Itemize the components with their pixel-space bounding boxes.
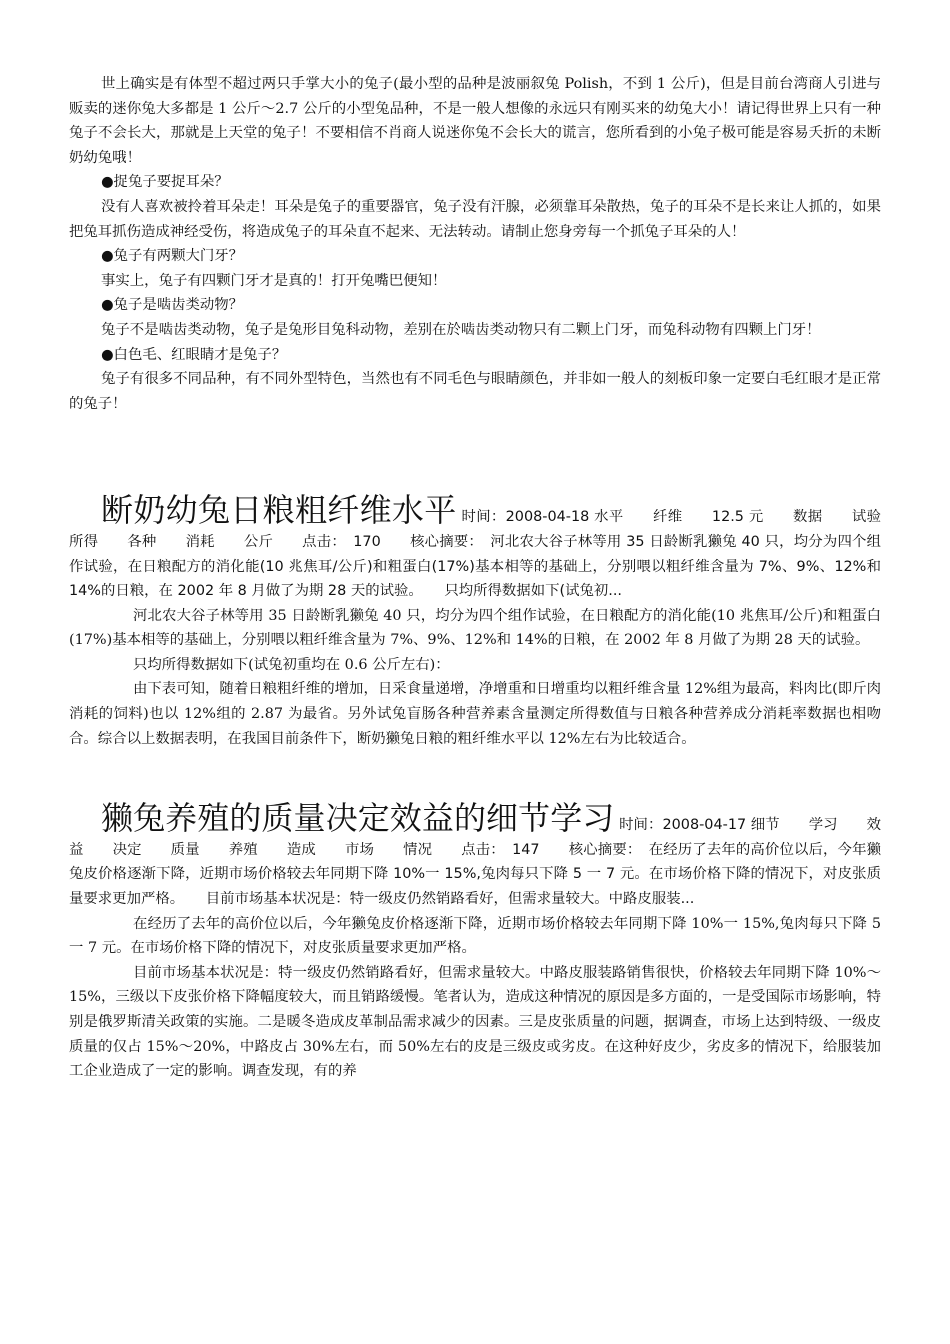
article-header — [69, 799, 881, 911]
answer-white-red: 兔子有很多不同品种，有不同外型特色，当然也有不同毛色与眼睛颜色，并非如一般人的刻板印象一定要白毛红眼才是正常的兔子！ — [69, 371, 881, 412]
article-paragraph: 在经历了去年的高价位以后，今年獭兔皮价格逐渐下降，近期市场价格较去年同期下降 10%一 15%,兔肉每只下降 5 一 7 元。在市场价格下降的情况下，对皮张质量要求更加严格。 — [69, 915, 881, 957]
article-paragraph: 只均所得数据如下(试兔初重均在 0.6 公斤左右)： — [133, 656, 450, 673]
article-paragraph: 由下表可知，随着日粮粗纤维的增加，日采食量递增，净增重和日增重均以粗纤维含量 12%组为最高，料肉比(即斤肉消耗的饲料)也以 12%组的 2.87 为最省。另外试兔盲肠各种营养素含量测定所得数值与日粮各种营养成分消耗率数据也相吻合。综合以上数据表明，在我国目前条件下，断奶獭兔日粮的粗纤维水平以 12%左右为比较适合。 — [69, 681, 881, 747]
intro-section — [69, 72, 881, 416]
article-quality — [69, 799, 881, 1084]
article-meta: 时间：2008-04-17 细节 学习 效益 决定 质量 养殖 造成 市场 情况 点击： 147 核心摘要： 在经历了去年的高价位以后，今年獭兔皮价格逐渐下降，近期市场价格较去年同期下降 10%一 15%,兔肉每只下降 5 一 7 元。在市场价格下降的情况下，对皮张质量要求更加严格。 目前市场基本状况是：特一级皮仍然销路看好，但需求量较大。中路皮服装... — [69, 817, 881, 908]
article-title: 獭兔养殖的质量决定效益的细节学习 — [101, 799, 615, 838]
article-paragraph: 河北农大谷子林等用 35 日龄断乳獭兔 40 只，均分为四个组作试验，在日粮配方的消化能(10 兆焦耳/公斤)和粗蛋白(17%)基本相等的基础上，分别喂以粗纤维含量为 7%、9%、12%和 14%的日粮，在 2002 年 8 月做了为期 28 天的试验。 — [69, 607, 881, 649]
article-meta: 时间：2008-04-18 水平 纤维 12.5 元 数据 试验 所得 各种 消耗 公斤 点击： 170 核心摘要： 河北农大谷子林等用 35 日龄断乳獭兔 40 只，均分为四个组作试验，在日粮配方的消化能(10 兆焦耳/公斤)和粗蛋白(17%)基本相等的基础上，分别喂以粗纤维含量为 7%、9%、12%和 14%的日粮，在 2002 年 8 月做了为期 28 天的试验。 只均所得数据如下(试兔初... — [69, 509, 910, 600]
question-white-red: ●白色毛、红眼睛才是兔子？ — [101, 346, 287, 363]
answer-teeth: 事实上，兔子有四颗门牙才是真的！打开兔嘴巴便知！ — [101, 272, 447, 289]
article-fiber — [69, 491, 910, 751]
question-ears: ●捉兔子要捉耳朵？ — [101, 174, 229, 191]
question-teeth: ●兔子有两颗大门牙？ — [101, 248, 244, 265]
article-header — [69, 491, 910, 603]
document-page — [69, 72, 910, 1084]
question-rodent: ●兔子是啮齿类动物？ — [101, 297, 244, 314]
article-title: 断奶幼兔日粮粗纤维水平 — [101, 491, 457, 530]
article-paragraph: 目前市场基本状况是：特一级皮仍然销路看好，但需求量较大。中路皮服装路销售很快，价格较去年同期下降 10%～15%，三级以下皮张价格下降幅度较大，而且销路缓慢。笔者认为，造成这种情况的原因是多方面的，一是受国际市场影响，特别是俄罗斯清关政策的实施。二是暖冬造成皮革制品需求减少的因素。三是皮张质量的问题，据调查，市场上达到特级、一级皮质量的仅占 15%～20%，中路皮占 30%左右，而 50%左右的皮是三级皮或劣皮。在这种好皮少，劣皮多的情况下，给服装加工企业造成了一定的影响。调查发现，有的养 — [69, 964, 881, 1080]
intro-paragraph: 世上确实是有体型不超过两只手掌大小的兔子(最小型的品种是波丽叙兔 Polish，不到 1 公斤)，但是目前台湾商人引进与贩卖的迷你兔大多都是 1 公斤～2.7 公斤的小型兔品种，不是一般人想像的永远只有刚买来的幼兔大小！请记得世界上只有一种兔子不会长大，那就是上天堂的兔子！不要相信不肖商人说迷你兔不会长大的谎言，您所看到的小兔子极可能是容易夭折的未断奶幼兔哦！ — [69, 76, 881, 166]
answer-ears: 没有人喜欢被拎着耳朵走！耳朵是兔子的重要器官，兔子没有汗腺，必须靠耳朵散热，兔子的耳朵不是长来让人抓的，如果把兔耳抓伤造成神经受伤，将造成兔子的耳朵直不起来、无法转动。请制止您身旁每一个抓兔子耳朵的人！ — [69, 198, 881, 240]
answer-rodent: 兔子不是啮齿类动物，兔子是兔形目兔科动物，差别在於啮齿类动物只有二颗上门牙，而兔科动物有四颗上门牙！ — [101, 321, 821, 338]
